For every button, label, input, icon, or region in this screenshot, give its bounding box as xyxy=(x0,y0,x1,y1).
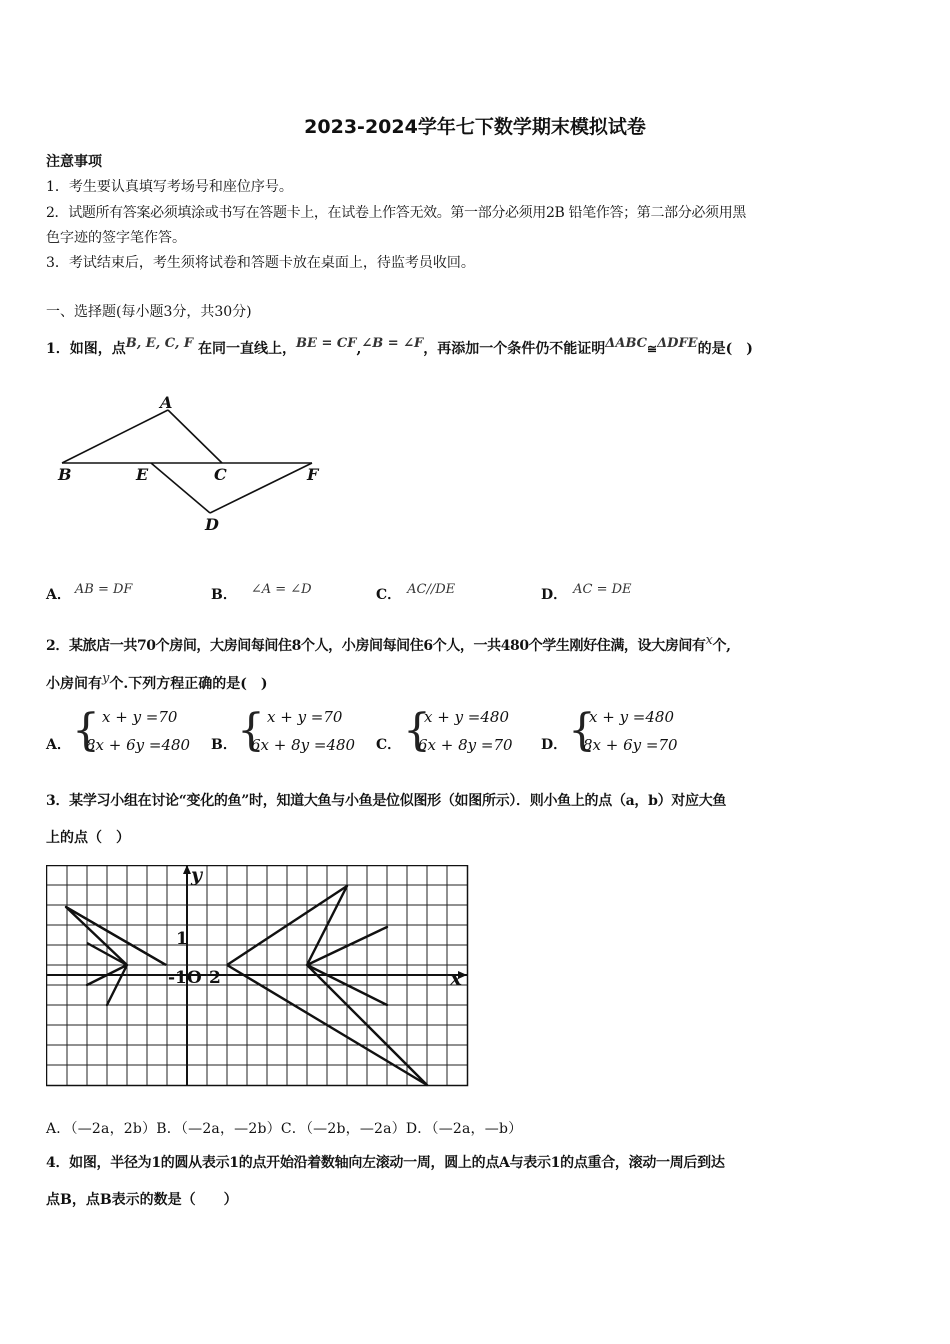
q1-option-c[interactable] xyxy=(376,582,456,605)
notice-item-3: 3．考试结束后，考生须将试卷和答题卡放在桌面上，待监考员收回。 xyxy=(46,255,475,271)
q2-var-y: y xyxy=(102,671,110,686)
q2-option-d-system xyxy=(583,703,678,759)
q2-option-c-brace: { xyxy=(403,705,431,756)
q1-mid2: ，再添加一个条件仍不能证明 xyxy=(423,341,606,357)
q3-small-fish xyxy=(66,907,166,1005)
label-c: C xyxy=(214,465,227,484)
q2-option-b-eq1: x + y =70 xyxy=(267,708,343,726)
q1-option-d-text: AC = DE xyxy=(573,582,632,597)
q2-var-x: x xyxy=(705,633,713,648)
q3-options[interactable]: A．（—2a，2b）B．（—2a，—2b）C．（—2b，—2a）D．（—2a，—b） xyxy=(46,1121,523,1137)
q1-option-b-letter: B． xyxy=(211,587,237,603)
label-d: D xyxy=(205,515,219,534)
q4-stem-line2: 点B，点B表示的数是（ ） xyxy=(46,1192,238,1208)
q2-option-b-system xyxy=(251,703,355,759)
q3-stem-line1: 3．某学习小组在讨论“变化的鱼”时，知道大鱼与小鱼是位似图形（如图所示）．则小鱼上的点（a，b）对应大鱼 xyxy=(46,793,727,809)
q4-stem-line1: 4．如图，半径为1的圆从表示1的点开始沿着数轴向左滚动一周，圆上的点A与表示1的点重合，滚动一周后到达 xyxy=(46,1155,725,1171)
q2-option-c-eq2: 6x + 8y =70 xyxy=(418,736,513,754)
q1-figure xyxy=(50,388,340,538)
q3-label-one: 1 xyxy=(176,929,188,949)
q3-y-label: y xyxy=(191,865,203,886)
q2-option-a-brace: { xyxy=(72,705,100,756)
q2-option-b-eq2: 6x + 8y =480 xyxy=(251,736,356,754)
page-title: 2023-2024学年七下数学期末模拟试卷 xyxy=(304,116,646,138)
q1-tri1: ΔABC xyxy=(605,336,648,351)
q2-line1-end: 个, xyxy=(712,638,731,654)
q1-stem xyxy=(46,336,753,359)
q2-option-d-letter: D． xyxy=(541,737,568,753)
q3-label-origin: -1O xyxy=(168,968,202,988)
q2-option-d-eq1: x + y =480 xyxy=(589,708,675,726)
q3-small-fish-top xyxy=(66,907,166,965)
notice-heading: 注意事项 xyxy=(46,154,102,170)
q1-comma: , xyxy=(356,341,362,357)
label-e: E xyxy=(136,465,149,484)
q2-option-a-letter: A． xyxy=(46,737,71,753)
q1-option-d-letter: D． xyxy=(541,587,568,603)
segment-ab xyxy=(62,410,168,463)
segment-ed xyxy=(151,463,210,513)
q3-stem-line2: 上的点（ ） xyxy=(46,830,130,846)
q2-option-d-eq2: 8x + 6y =70 xyxy=(583,736,678,754)
q2-option-d[interactable] xyxy=(541,703,741,763)
q2-stem-line2 xyxy=(46,671,268,694)
q1-option-a[interactable] xyxy=(46,582,133,605)
section-heading: 一、选择题(每小题3分，共30分) xyxy=(46,304,252,320)
q1-cond2: ∠B = ∠F xyxy=(361,336,424,351)
q2-option-a-system xyxy=(86,703,190,759)
q1-points: B, E, C, F xyxy=(125,336,194,351)
notice-item-2: 2．试题所有答案必须填涂或书写在答题卡上，在试卷上作答无效。第一部分必须用2B 铅笔作答；第二部分必须用黑 xyxy=(46,205,747,221)
q2-line2-start: 小房间有 xyxy=(46,676,102,692)
q1-prefix: 1．如图，点 xyxy=(46,341,126,357)
q2-stem-line1 xyxy=(46,633,731,656)
q2-option-c-system xyxy=(418,703,513,759)
q1-option-d[interactable] xyxy=(541,582,632,605)
q3-x-label: x xyxy=(450,966,462,990)
q3-figure xyxy=(46,865,471,1088)
q2-option-b-brace: { xyxy=(237,705,265,756)
q2-line1: 2．某旅店一共70个房间，大房间每间住8个人，小房间每间住6个人，一共480个学生刚好住满，设大房间有 xyxy=(46,638,706,654)
notice-item-2-cont: 色字迹的签字笔作答。 xyxy=(46,230,186,246)
q2-option-a-eq1: x + y =70 xyxy=(102,708,178,726)
segment-ac xyxy=(168,410,222,463)
q1-option-a-text: AB = DF xyxy=(74,582,133,597)
label-a: A xyxy=(160,393,173,412)
q1-option-c-letter: C． xyxy=(376,587,402,603)
q2-option-c-eq1: x + y =480 xyxy=(424,708,510,726)
q1-option-c-text: AC//DE xyxy=(407,582,456,597)
q2-option-b-letter: B． xyxy=(211,737,237,753)
q3-y-arrow xyxy=(183,865,191,874)
q2-option-a-eq2: 8x + 6y =480 xyxy=(86,736,191,754)
q1-option-b-text: ∠A = ∠D xyxy=(250,582,312,597)
q1-suffix: 的是( ) xyxy=(697,341,753,357)
q2-line2-end: 个.下列方程正确的是( ) xyxy=(109,676,268,692)
notice-item-1: 1．考生要认真填写考场号和座位序号。 xyxy=(46,179,293,195)
q1-tri2: ΔDFE xyxy=(657,336,698,351)
label-f: F xyxy=(307,465,319,484)
q3-label-two: 2 xyxy=(209,968,221,988)
q1-congruent: ≅ xyxy=(647,342,658,356)
q2-option-c-letter: C． xyxy=(376,737,402,753)
label-b: B xyxy=(58,465,72,484)
q1-option-a-letter: A． xyxy=(46,587,71,603)
q1-mid1: 在同一直线上， xyxy=(198,341,297,357)
q1-cond1: BE = CF xyxy=(296,336,357,351)
q1-option-b[interactable] xyxy=(211,582,312,605)
q2-option-d-brace: { xyxy=(568,705,596,756)
